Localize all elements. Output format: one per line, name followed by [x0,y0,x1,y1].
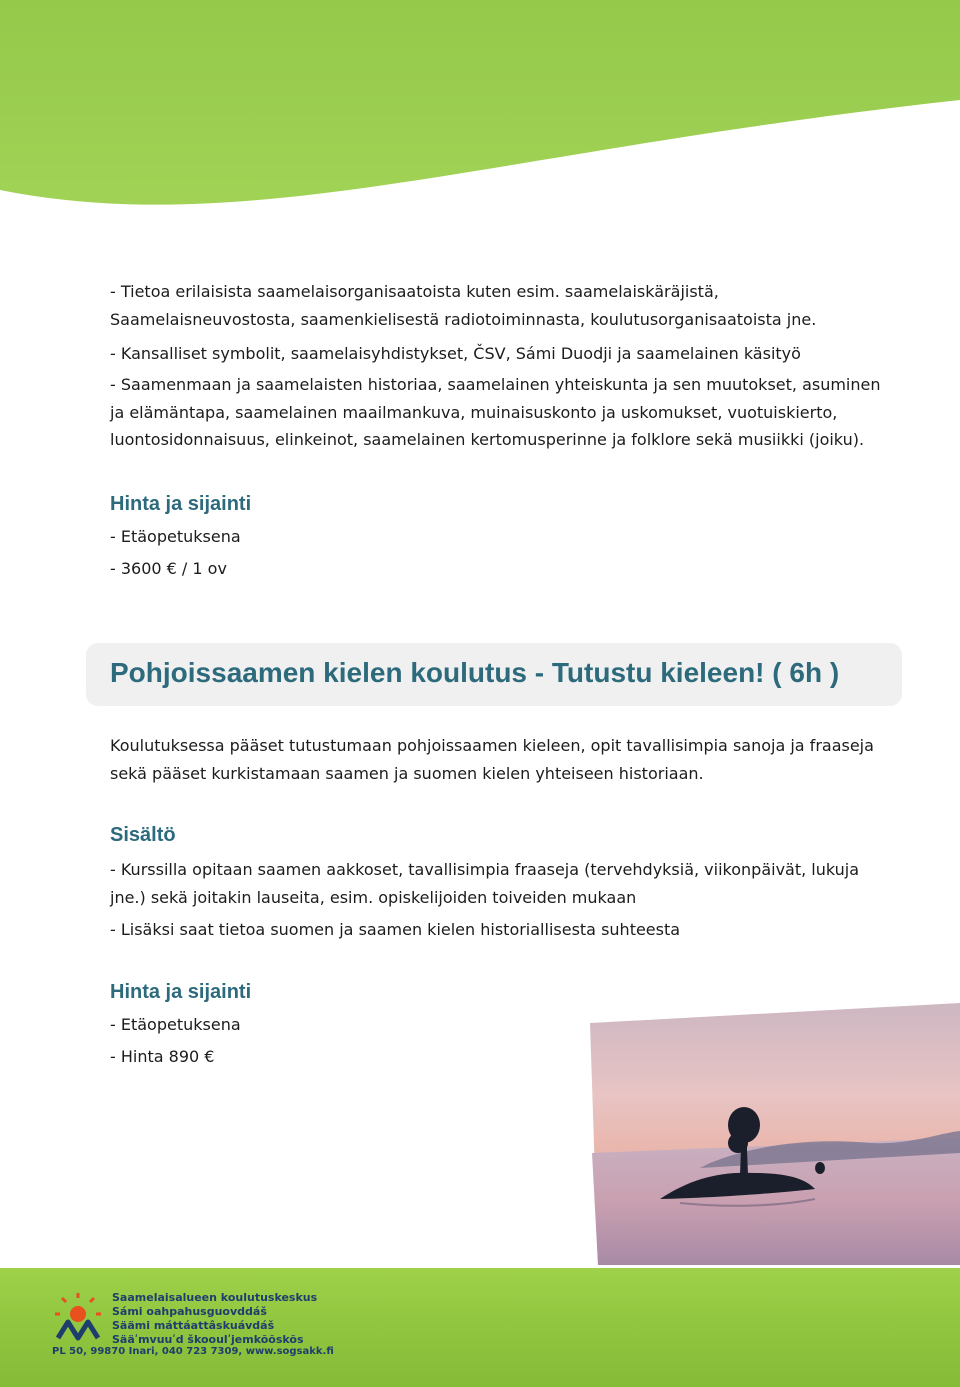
org-name-line: Saamelaisalueen koulutuskeskus [112,1291,318,1304]
org-name-line: Sääʹmvuuʹd škooulʹjemkõõskõs [112,1333,304,1346]
price-line: - Etäopetuksena [110,527,241,546]
course-title: Pohjoissaamen kielen koulutus - Tutustu kieleen! ( 6h ) [110,657,840,688]
contact-info: PL 50, 99870 Inari, 040 723 7309, www.sogsakk.fi [52,1346,334,1357]
course-title-box [86,643,902,706]
course-price-line: - Hinta 890 € [110,1047,215,1066]
org-name-line: Sámi oahpahusguovddáš [112,1305,267,1318]
section-line: - Saamenmaan ja saamelaisten historiaa, saamelainen yhteiskunta ja sen muutokset, asuminen [110,375,881,394]
price-line: - 3600 € / 1 ov [110,559,227,578]
course-intro-line: Koulutuksessa pääset tutustumaan pohjoissaamen kieleen, opit tavallisimpia sanoja ja fraaseja [110,736,874,755]
course-price-heading: Hinta ja sijainti [110,981,252,1003]
section-line: Saamelaisneuvostosta, saamenkielisestä radiotoiminnasta, koulutusorganisaatoista jne. [110,309,817,329]
course-intro-line: sekä pääset kurkistamaan saamen ja suomen kielen yhteiseen historiaan. [110,763,704,783]
content-line: jne.) sekä joitakin lauseita, esim. opiskelijoiden toiveiden mukaan [110,887,637,907]
content-heading: Sisältö [110,824,176,846]
section-line: luontosidonnaisuus, elinkeinot, saamelainen kertomusperinne ja folklore sekä musiikki (joiku). [110,430,865,449]
section-line: ja elämäntapa, saamelainen maailmankuva, muinaisuskonto ja uskomukset, vuotuiskierto, [110,402,838,422]
content-line: - Kurssilla opitaan saamen aakkoset, tavallisimpia fraaseja (tervehdyksiä, viikonpäivät, lukuja [110,860,860,879]
course-price-line: - Etäopetuksena [110,1015,241,1034]
lake-island-photo [590,1003,960,1265]
content-line: - Lisäksi saat tietoa suomen ja saamen kielen historiallisesta suhteesta [110,920,681,939]
org-name-line: Säämi máttáattâskuávdáš [112,1319,275,1332]
header-green-band [0,0,960,280]
section-line: - Kansalliset symbolit, saamelaisyhdistykset, ČSV, Sámi Duodji ja saamelainen käsityö [110,344,801,363]
price-heading: Hinta ja sijainti [110,493,252,515]
organization-logo [50,1290,110,1350]
section-line: - Tietoa erilaisista saamelaisorganisaatoista kuten esim. saamelaiskäräjistä, [110,282,719,301]
organization-names [112,1291,317,1347]
